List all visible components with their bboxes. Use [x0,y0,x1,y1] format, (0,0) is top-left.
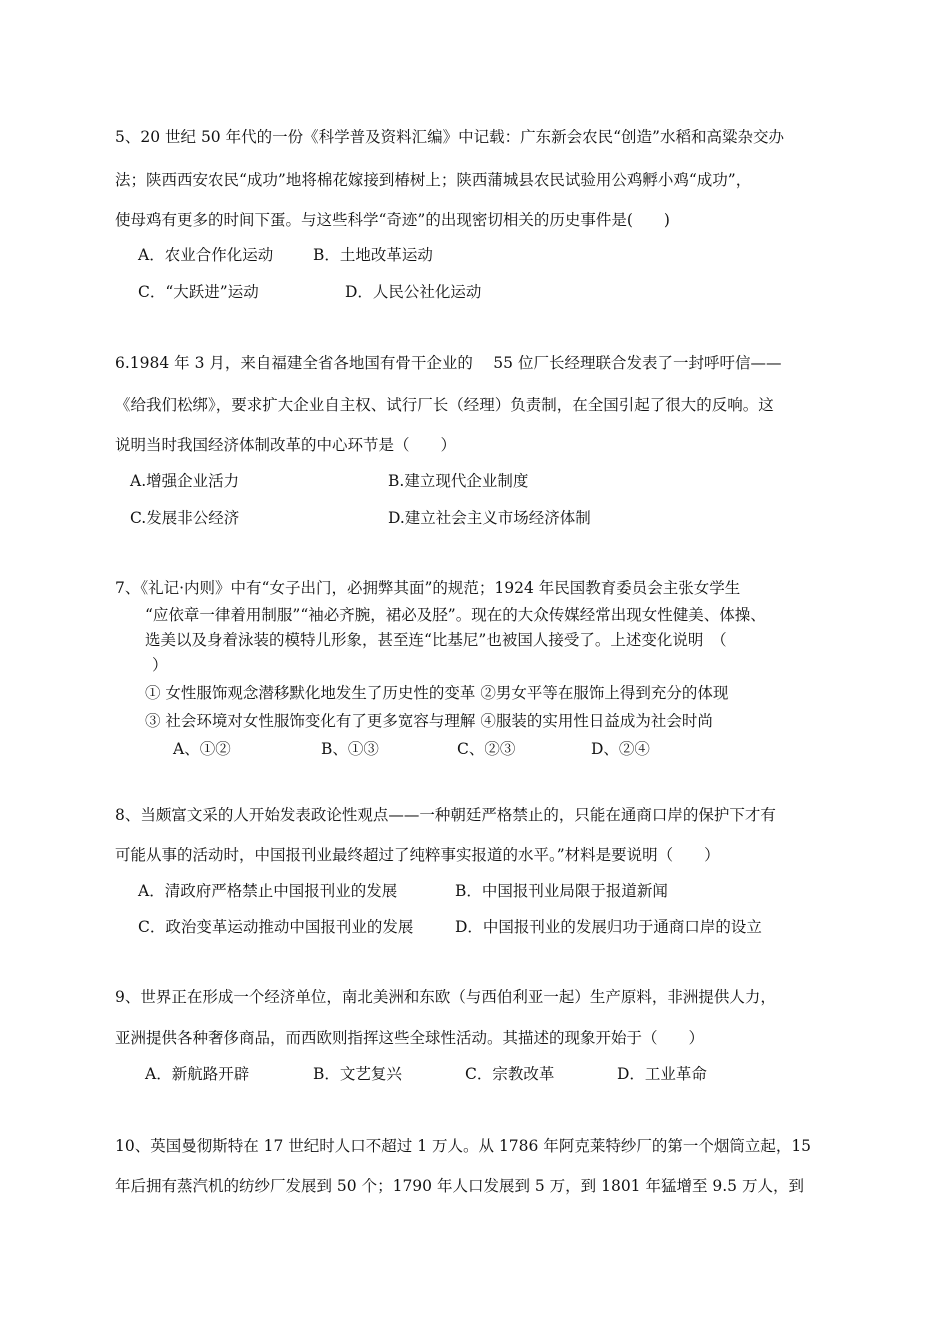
question-8-option-a: A．清政府严格禁止中国报刊业的发展 [138,882,398,900]
question-5-line-2: 法；陕西西安农民“成功”地将棉花嫁接到椿树上；陕西蒲城县农民试验用公鸡孵小鸡“成功”， [115,171,752,189]
question-6-option-b: B.建立现代企业制度 [388,472,529,490]
question-5-option-c: C．“大跃进”运动 [138,283,259,301]
question-6-line-3: 说明当时我国经济体制改革的中心环节是（ ） [115,436,457,454]
question-7-line-2: “应依章一律着用制服”“袖必齐腕，裙必及胫”。现在的大众传媒经常出现女性健美、体操、 [145,606,766,624]
question-10-line-1: 10、英国曼彻斯特在 17 世纪时人口不超过 1 万人。从 1786 年阿克莱特纱厂的第一个烟筒立起，15 [115,1137,812,1155]
question-7-option-c: C、②③ [457,740,516,758]
question-7-option-d: D、②④ [591,740,650,758]
question-7-line-1: 7、《礼记·内则》中有“女子出门，必拥弊其面”的规范；1924 年民国教育委员会主张女学生 [115,579,741,597]
question-9-option-d: D．工业革命 [617,1065,707,1083]
question-6-option-a: A.增强企业活力 [130,472,240,490]
question-5-option-d: D．人民公社化运动 [345,283,482,301]
question-9-option-c: C．宗教改革 [465,1065,555,1083]
question-6-option-c: C.发展非公经济 [130,509,240,527]
question-7-line-4: ） [152,656,168,674]
question-8-line-2: 可能从事的活动时，中国报刊业最终超过了纯粹事实报道的水平。”材料是要说明（ ） [115,846,720,864]
question-7-line-3: 选美以及身着泳装的模特儿形象，甚至连“比基尼”也被国人接受了。上述变化说明 （ [145,631,727,649]
question-5-line-1: 5、20 世纪 50 年代的一份《科学普及资料汇编》中记载：广东新会农民“创造”水稻和高粱杂交办 [115,128,784,146]
question-10-line-2: 年后拥有蒸汽机的纺纱厂发展到 50 个；1790 年人口发展到 5 万，到 1801 年猛增至 9.5 万人，到 [115,1177,804,1195]
question-8-option-c: C．政治变革运动推动中国报刊业的发展 [138,918,414,936]
question-6-line-1: 6.1984 年 3 月，来自福建全省各地国有骨干企业的 55 位厂长经理联合发表了一封呼吁信—— [115,354,782,372]
question-7-option-a: A、①② [173,740,231,758]
question-9-line-2: 亚洲提供各种奢侈商品，而西欧则指挥这些全球性活动。其描述的现象开始于（ ） [115,1029,705,1047]
question-5-option-a: A．农业合作化运动 [138,246,274,264]
question-9-option-a: A．新航路开辟 [145,1065,250,1083]
question-6-line-2: 《给我们松绑》，要求扩大企业自主权、试行厂长（经理）负责制，在全国引起了很大的反响。这 [115,396,774,414]
question-8-line-1: 8、当颇富文采的人开始发表政论性观点——一种朝廷严格禁止的，只能在通商口岸的保护下才有 [115,806,776,824]
question-8-option-d: D．中国报刊业的发展归功于通商口岸的设立 [455,918,762,936]
question-9-option-b: B．文艺复兴 [313,1065,402,1083]
question-5-line-3: 使母鸡有更多的时间下蛋。与这些科学“奇迹”的出现密切相关的历史事件是( ) [115,211,670,229]
question-9-line-1: 9、世界正在形成一个经济单位，南北美洲和东欧（与西伯利亚一起）生产原料，非洲提供人力， [115,988,776,1006]
question-8-option-b: B．中国报刊业局限于报道新闻 [455,882,668,900]
question-7-statement-2: ③ 社会环境对女性服饰变化有了更多宽容与理解 ④服装的实用性日益成为社会时尚 [145,712,713,730]
question-7-option-b: B、①③ [321,740,379,758]
question-7-statement-1: ① 女性服饰观念潜移默化地发生了历史性的变革 ②男女平等在服饰上得到充分的体现 [145,684,729,702]
question-6-option-d: D.建立社会主义市场经济体制 [388,509,591,527]
question-5-option-b: B．土地改革运动 [313,246,433,264]
